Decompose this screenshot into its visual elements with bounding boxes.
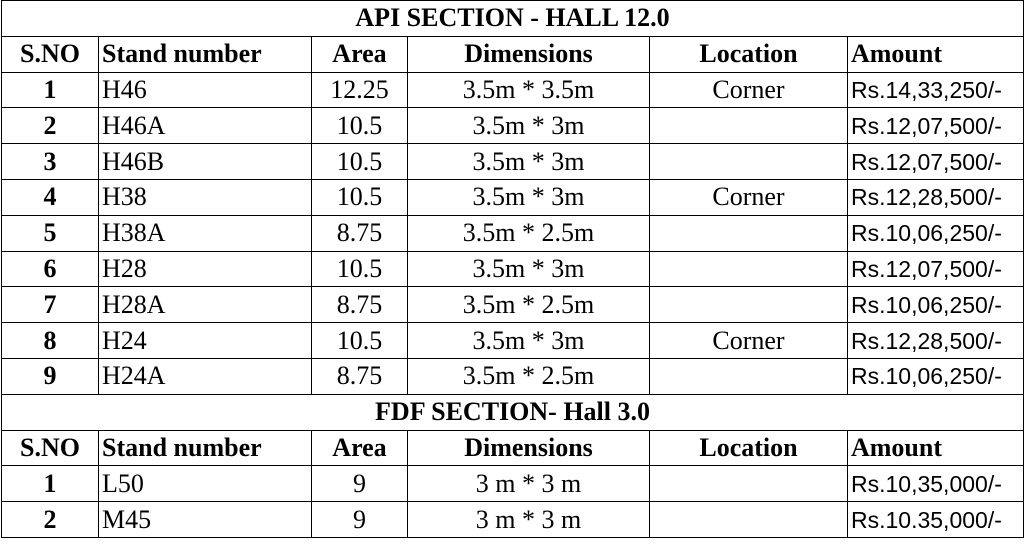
amount-cell: Rs.12,07,500/- bbox=[848, 108, 1024, 144]
table-row bbox=[2, 358, 1024, 394]
stand-number-cell: H38A bbox=[99, 215, 312, 251]
serial-number-cell: 2 bbox=[2, 108, 99, 144]
amount-cell: Rs.12,28,500/- bbox=[848, 179, 1024, 215]
amount-header: Amount bbox=[848, 430, 1024, 466]
serial-number-header: S.NO bbox=[2, 36, 99, 72]
serial-number-cell: 3 bbox=[2, 144, 99, 180]
dimensions-cell: 3 m * 3 m bbox=[408, 502, 650, 538]
area-cell: 8.75 bbox=[312, 287, 408, 323]
serial-number-cell: 1 bbox=[2, 466, 99, 502]
stand-number-cell: H38 bbox=[99, 179, 312, 215]
dimensions-cell: 3.5m * 2.5m bbox=[408, 215, 650, 251]
dimensions-cell: 3.5m * 2.5m bbox=[408, 358, 650, 394]
section-title: API SECTION - HALL 12.0 bbox=[2, 1, 1024, 37]
stand-number-cell: M45 bbox=[99, 502, 312, 538]
stand-number-cell: H46 bbox=[99, 72, 312, 108]
amount-cell: Rs.12,28,500/- bbox=[848, 323, 1024, 359]
area-cell: 8.75 bbox=[312, 215, 408, 251]
location-cell bbox=[650, 502, 848, 538]
location-cell bbox=[650, 251, 848, 287]
amount-cell: Rs.12,07,500/- bbox=[848, 251, 1024, 287]
serial-number-cell: 4 bbox=[2, 179, 99, 215]
location-cell: Corner bbox=[650, 323, 848, 359]
stand-number-cell: L50 bbox=[99, 466, 312, 502]
section-title-row bbox=[2, 1, 1024, 37]
serial-number-header: S.NO bbox=[2, 430, 99, 466]
table-row bbox=[2, 287, 1024, 323]
serial-number-cell: 9 bbox=[2, 358, 99, 394]
section-title-row bbox=[2, 394, 1024, 430]
location-cell: Corner bbox=[650, 179, 848, 215]
serial-number-cell: 5 bbox=[2, 215, 99, 251]
table-row bbox=[2, 502, 1024, 538]
header-row bbox=[2, 430, 1024, 466]
serial-number-cell: 2 bbox=[2, 502, 99, 538]
location-cell bbox=[650, 466, 848, 502]
table-row bbox=[2, 251, 1024, 287]
section-title: FDF SECTION- Hall 3.0 bbox=[2, 394, 1024, 430]
location-cell bbox=[650, 287, 848, 323]
amount-cell: Rs.10,06,250/- bbox=[848, 215, 1024, 251]
serial-number-cell: 6 bbox=[2, 251, 99, 287]
location-cell bbox=[650, 144, 848, 180]
dimensions-cell: 3.5m * 3m bbox=[408, 251, 650, 287]
stand-number-cell: H28A bbox=[99, 287, 312, 323]
amount-cell: Rs.10,06,250/- bbox=[848, 358, 1024, 394]
amount-cell: Rs.10.35,000/- bbox=[848, 502, 1024, 538]
location-cell bbox=[650, 358, 848, 394]
dimensions-header: Dimensions bbox=[408, 36, 650, 72]
dimensions-cell: 3.5m * 3m bbox=[408, 323, 650, 359]
amount-cell: Rs.14,33,250/- bbox=[848, 72, 1024, 108]
stand-pricing-table bbox=[1, 0, 1024, 538]
location-header: Location bbox=[650, 36, 848, 72]
amount-cell: Rs.10,35,000/- bbox=[848, 466, 1024, 502]
area-header: Area bbox=[312, 36, 408, 72]
stand-number-cell: H24A bbox=[99, 358, 312, 394]
table-row bbox=[2, 72, 1024, 108]
amount-cell: Rs.10,06,250/- bbox=[848, 287, 1024, 323]
stand-number-cell: H24 bbox=[99, 323, 312, 359]
table-row bbox=[2, 466, 1024, 502]
table-row bbox=[2, 144, 1024, 180]
serial-number-cell: 8 bbox=[2, 323, 99, 359]
area-cell: 12.25 bbox=[312, 72, 408, 108]
dimensions-header: Dimensions bbox=[408, 430, 650, 466]
stand-number-cell: H46A bbox=[99, 108, 312, 144]
location-cell bbox=[650, 108, 848, 144]
stand-number-header: Stand number bbox=[99, 430, 312, 466]
location-cell: Corner bbox=[650, 72, 848, 108]
amount-header: Amount bbox=[848, 36, 1024, 72]
area-cell: 10.5 bbox=[312, 323, 408, 359]
area-cell: 10.5 bbox=[312, 251, 408, 287]
serial-number-cell: 1 bbox=[2, 72, 99, 108]
area-cell: 8.75 bbox=[312, 358, 408, 394]
header-row bbox=[2, 36, 1024, 72]
table-row bbox=[2, 323, 1024, 359]
dimensions-cell: 3 m * 3 m bbox=[408, 466, 650, 502]
stand-number-cell: H46B bbox=[99, 144, 312, 180]
table-row bbox=[2, 215, 1024, 251]
area-cell: 10.5 bbox=[312, 144, 408, 180]
dimensions-cell: 3.5m * 3m bbox=[408, 144, 650, 180]
area-cell: 9 bbox=[312, 466, 408, 502]
amount-cell: Rs.12,07,500/- bbox=[848, 144, 1024, 180]
stand-number-header: Stand number bbox=[99, 36, 312, 72]
serial-number-cell: 7 bbox=[2, 287, 99, 323]
area-header: Area bbox=[312, 430, 408, 466]
table-row bbox=[2, 179, 1024, 215]
location-cell bbox=[650, 215, 848, 251]
area-cell: 9 bbox=[312, 502, 408, 538]
table-row bbox=[2, 108, 1024, 144]
location-header: Location bbox=[650, 430, 848, 466]
area-cell: 10.5 bbox=[312, 108, 408, 144]
dimensions-cell: 3.5m * 3.5m bbox=[408, 72, 650, 108]
dimensions-cell: 3.5m * 3m bbox=[408, 179, 650, 215]
dimensions-cell: 3.5m * 2.5m bbox=[408, 287, 650, 323]
area-cell: 10.5 bbox=[312, 179, 408, 215]
dimensions-cell: 3.5m * 3m bbox=[408, 108, 650, 144]
stand-number-cell: H28 bbox=[99, 251, 312, 287]
